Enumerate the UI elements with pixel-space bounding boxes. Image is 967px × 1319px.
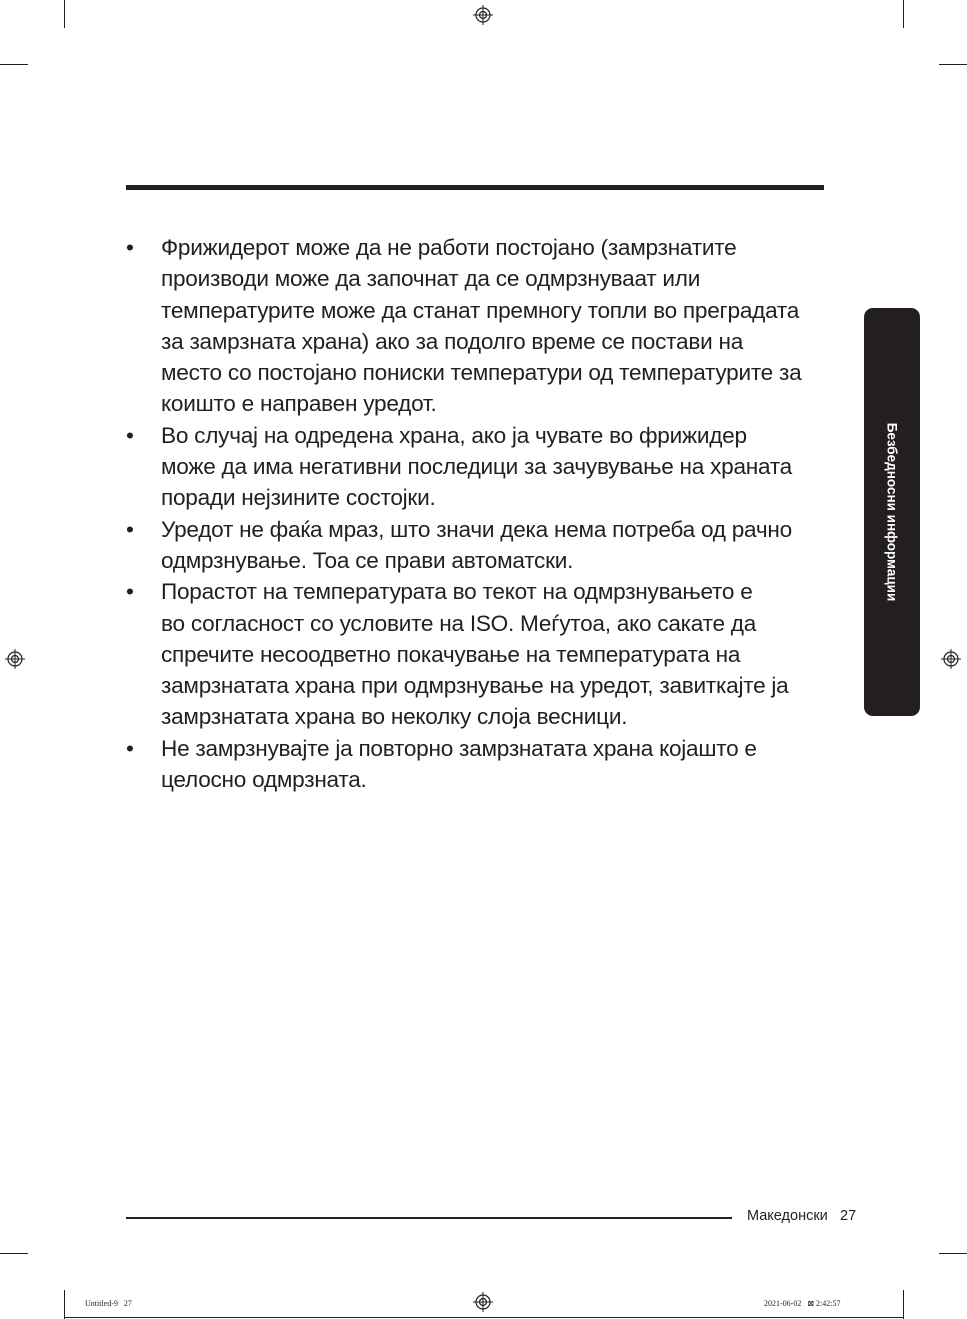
crop-mark — [939, 64, 967, 65]
registration-mark-icon — [473, 5, 493, 25]
page-number: 27 — [840, 1208, 857, 1224]
registration-mark-icon — [5, 649, 25, 669]
section-side-tab — [864, 308, 920, 716]
bullet-list — [126, 232, 826, 795]
bullet-icon: • — [126, 422, 134, 448]
crop-mark — [0, 64, 28, 65]
print-slug-datetime: 2021-06-02 ⊠ 2:42:57 — [764, 1299, 841, 1308]
bullet-icon: • — [126, 735, 134, 761]
list-item — [126, 232, 826, 420]
footer-rule — [126, 1217, 732, 1219]
side-tab-label: Безбедносни информации — [884, 422, 900, 602]
bullet-text: Порастот на температурата во текот на одмрзнувањето е во согласност со условите на ISO. Меѓутоа, ако сакате да спречите несоодветно покачување на температурата на замрзнатата храна при одмрзнување на уредот, завиткајте ја замрзнатата храна во неколку слоја весници. — [161, 579, 789, 730]
registration-mark-icon — [473, 1292, 493, 1312]
crop-mark — [64, 0, 65, 28]
bullet-text: Фрижидерот може да не работи постојано (замрзнатите производи може да започнат да се одмрзнуваат или температурите може да станат премногу топли во преградата за замрзната храна) ако за подолго време се постави на место со постојано пониски температури од температурите за коишто е направен уредот. — [161, 235, 802, 417]
bullet-text: Уредот не фаќа мраз, што значи дека нема потреба од рачно одмрзнување. Тоа се прави автоматски. — [161, 516, 792, 573]
crop-mark — [903, 1290, 904, 1319]
print-slug-file: Untitled-9 27 — [85, 1299, 132, 1308]
crop-mark — [939, 1253, 967, 1254]
bullet-icon: • — [126, 235, 134, 260]
slug-line — [64, 1317, 904, 1318]
crop-mark — [903, 0, 904, 28]
list-item — [126, 420, 826, 514]
list-item — [126, 733, 826, 796]
list-item — [126, 576, 826, 732]
crop-mark — [0, 1253, 28, 1254]
top-rule — [126, 185, 824, 190]
crop-mark — [64, 1290, 65, 1319]
bullet-icon: • — [126, 579, 134, 605]
registration-mark-icon — [941, 649, 961, 669]
footer-language: Македонски — [747, 1208, 828, 1224]
bullet-icon: • — [126, 516, 134, 542]
bullet-text: Во случај на одредена храна, ако ја чувате во фрижидер може да има негативни последици за зачувување на храната поради нејзините состојки. — [161, 422, 792, 511]
list-item — [126, 514, 826, 577]
bullet-text: Не замрзнувајте ја повторно замрзнатата храна којашто е целосно одмрзната. — [161, 735, 757, 793]
